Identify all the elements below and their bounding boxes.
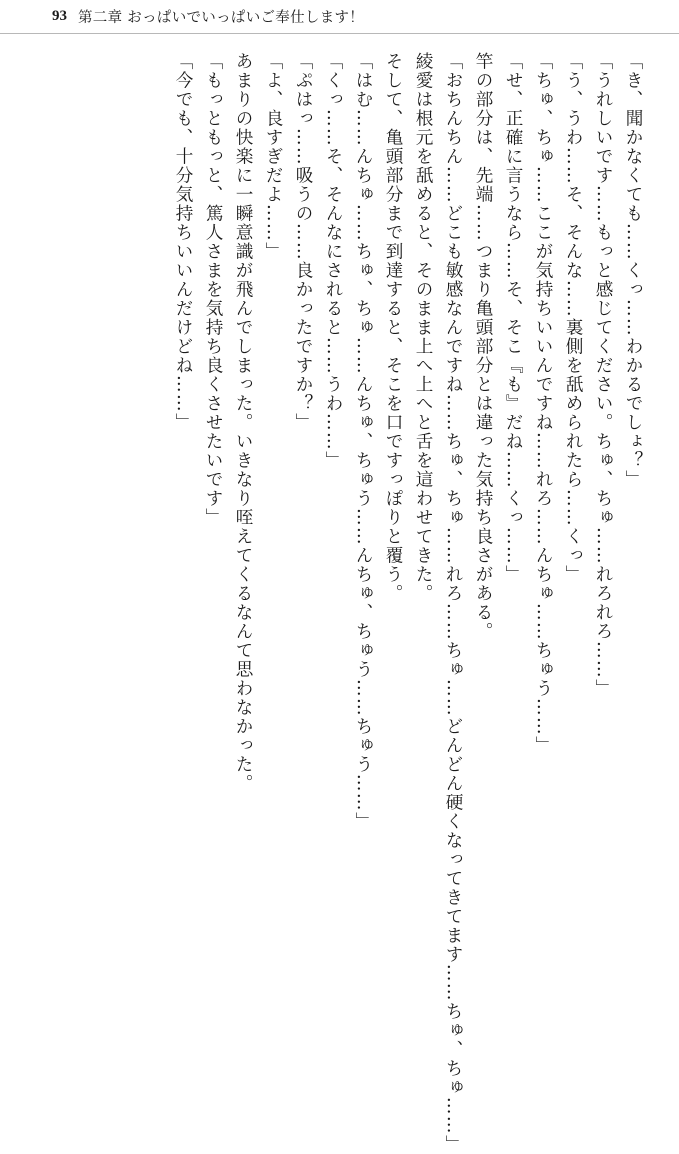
text-column: 「ちゅ、ちゅ……ここが気持ちいいんですね……れろ……んちゅ……ちゅう……」: [533, 52, 553, 755]
text-column: あまりの快楽に一瞬意識が飛んでしまった。いきなり咥えてくるなんて思わなかった。: [233, 52, 253, 793]
page-header: [0, 0, 679, 34]
text-column: 「せ、正確に言うなら……そ、そこ『も』だね……くっ……」: [503, 52, 523, 584]
page-number: 93: [52, 8, 67, 24]
text-column: 「ぷはっ……吸うの……良かったですか？」: [293, 52, 313, 432]
vertical-text-body: [29, 52, 643, 1154]
text-column: 「き、聞かなくても……くっ……わかるでしょ？」: [623, 52, 643, 489]
text-column: 「うれしいです……もっと感じてください。ちゅ、ちゅ……れろれろ……」: [593, 52, 613, 698]
text-column: 「もっともっと、篤人さまを気持ち良くさせたいです」: [203, 52, 223, 527]
text-column: 「おちんちん……どこも敏感なんですね……ちゅ、ちゅ……れろ……ちゅ……どんどん硬くなってきてます……ちゅ、ちゅ……」: [443, 52, 463, 1154]
text-column: 「う、うわ……そ、そんな……裏側を舐められたら……くっ」: [563, 52, 583, 584]
text-column: 「今でも、十分気持ちいいんだけどね……」: [173, 52, 193, 432]
text-column: 綾愛は根元を舐めると、そのまま上へ上へと舌を這わせてきた。: [413, 52, 433, 603]
text-column: 「はむ……んちゅ……ちゅ、ちゅ……んちゅ、ちゅう……んちゅ、ちゅう……ちゅう……」: [353, 52, 373, 831]
text-column: そして、亀頭部分まで到達すると、そこを口ですっぽりと覆う。: [383, 52, 403, 603]
text-column: 竿の部分は、先端……つまり亀頭部分とは違った気持ち良さがある。: [473, 52, 493, 641]
text-column: 「よ、良すぎだよ……」: [263, 52, 283, 261]
chapter-title: 第二章 おっぱいでいっぱいご奉仕します！: [78, 10, 365, 26]
text-column: 「くっ……そ、そんなにされると……うわ……」: [323, 52, 343, 470]
